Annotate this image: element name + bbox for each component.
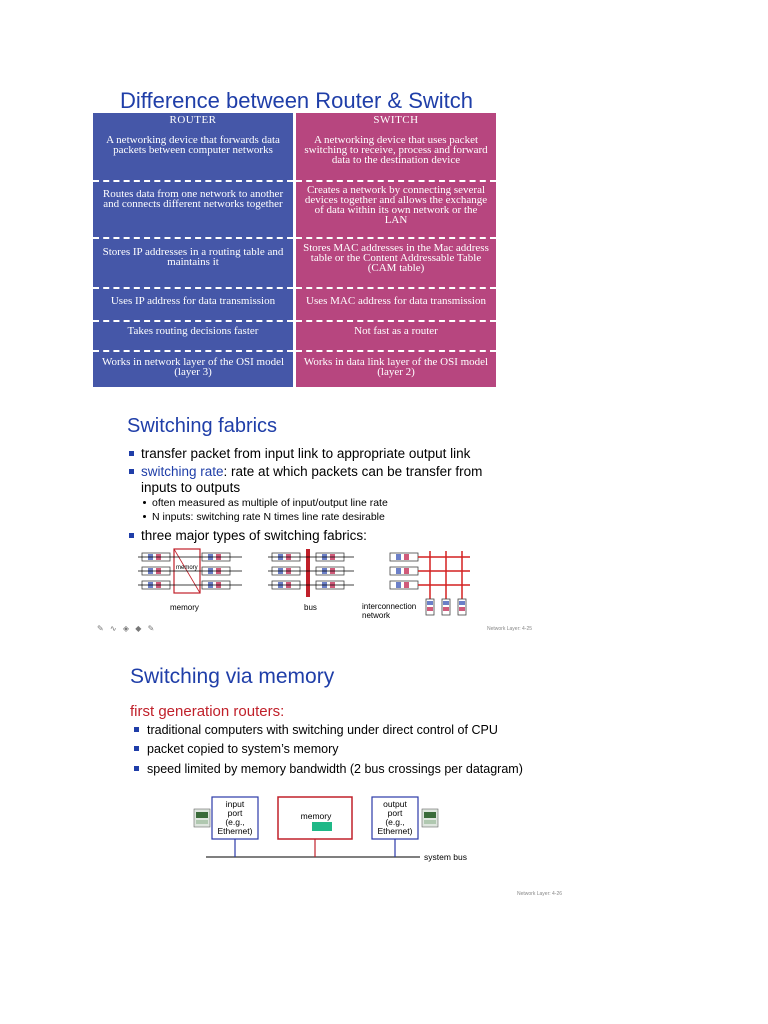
router-cell-3: Stores IP addresses in a routing table and maintains it	[102, 246, 284, 268]
bullet-square-icon	[134, 746, 139, 751]
divider	[93, 320, 293, 322]
divider	[93, 287, 293, 289]
input-port-line: Ethernet)	[217, 826, 253, 836]
bullet-square-icon	[134, 766, 139, 771]
bullet-item	[134, 762, 523, 776]
bullet-dot-icon	[143, 515, 146, 518]
sub-bullet-item	[143, 511, 385, 523]
bullet-dot-icon	[143, 501, 146, 504]
output-port-line: output	[383, 799, 407, 809]
bullet-text: speed limited by memory bandwidth (2 bus crossings per datagram)	[147, 762, 523, 776]
fabric-memory-label: memory	[170, 603, 199, 612]
sub-bullet-item	[143, 497, 388, 509]
memory-fabric-icon	[138, 549, 242, 593]
annotation-toolbar-icons[interactable]: ✎ ∿ ◈ ◆ ✎	[97, 624, 157, 633]
switch-cell-6: Works in data link layer of the OSI model (layer 2)	[303, 356, 489, 378]
input-port-line: (e.g.,	[225, 817, 245, 827]
switch-cell-5: Not fast as a router	[354, 325, 438, 337]
input-port-line: input	[225, 799, 245, 809]
bullet-square-icon	[129, 469, 134, 474]
output-port-label	[372, 800, 418, 836]
bullet-text: : rate at which packets can be transfer from	[223, 464, 483, 479]
input-port-line: port	[227, 808, 243, 818]
bullet-continuation: inputs to outputs	[141, 480, 241, 495]
router-left-icon	[194, 809, 210, 827]
switching-fabrics-diagram	[138, 545, 478, 625]
output-port-line: Ethernet)	[377, 826, 413, 836]
bullet-keyword: switching rate	[141, 464, 224, 479]
bullet-item	[134, 723, 498, 737]
fabric-bus-label: bus	[304, 603, 317, 612]
router-cell-4: Uses IP address for data transmission	[110, 295, 276, 307]
router-cell-6: Works in network layer of the OSI model (layer 3)	[101, 356, 285, 378]
divider	[93, 180, 293, 182]
bullet-square-icon	[129, 451, 134, 456]
bullet-item	[129, 446, 470, 461]
divider	[296, 180, 496, 182]
router-right-icon	[422, 809, 438, 827]
fabric-interconnect-label-1: interconnection	[362, 602, 417, 611]
bullet-item	[129, 464, 482, 479]
divider	[296, 287, 496, 289]
bullet-square-icon	[134, 727, 139, 732]
switch-cell-3: Stores MAC addresses in the Mac address table or the Content Addressable Table (CAM table)	[303, 242, 489, 274]
switch-header: SWITCH	[373, 114, 419, 126]
switching-via-memory-title: Switching via memory	[130, 665, 335, 688]
router-cell-1: A networking device that forwards data packets between computer networks	[106, 134, 280, 156]
divider	[296, 320, 496, 322]
bullet-item	[134, 742, 339, 756]
router-cell-5: Takes routing decisions faster	[127, 325, 259, 337]
bullet-item	[129, 528, 367, 543]
bullet-square-icon	[129, 533, 134, 538]
switch-cell-2: Creates a network by connecting several devices together and allows the exchange of data within its own network or the LAN	[304, 184, 488, 226]
router-switch-comparison-table	[93, 113, 496, 387]
output-port-line: port	[387, 808, 403, 818]
sub-bullet-text: often measured as multiple of input/output line rate	[152, 497, 388, 509]
input-port-label	[212, 800, 258, 836]
memory-label: memory	[300, 811, 332, 821]
divider	[296, 237, 496, 239]
fabric-interconnect-label-2: network	[362, 611, 391, 620]
first-gen-subtitle: first generation routers:	[130, 703, 285, 720]
bullet-text: three major types of switching fabrics:	[141, 528, 367, 543]
system-bus-label: system bus	[424, 852, 467, 862]
router-switch-title: Difference between Router & Switch	[120, 88, 473, 113]
divider	[296, 350, 496, 352]
router-header: ROUTER	[169, 114, 217, 126]
output-port-line: (e.g.,	[385, 817, 405, 827]
router-cell-2: Routes data from one network to another and connects different networks together	[102, 188, 284, 210]
switch-cell-1: A networking device that uses packet switching to receive, process and forward data to the destination device	[304, 134, 488, 166]
fabric-memory-inner-label: memory	[176, 565, 198, 571]
slide-footer: Network Layer: 4-25	[487, 626, 533, 632]
switch-cell-4: Uses MAC address for data transmission	[306, 295, 486, 307]
bullet-text: packet copied to system’s memory	[147, 742, 339, 756]
bullet-text: transfer packet from input link to appropriate output link	[141, 446, 471, 461]
switching-fabrics-title: Switching fabrics	[127, 415, 278, 437]
switch-column	[296, 113, 496, 387]
bus-fabric-icon	[268, 549, 354, 597]
divider	[93, 350, 293, 352]
slide-footer: Network Layer: 4-26	[517, 891, 563, 897]
divider	[93, 237, 293, 239]
sub-bullet-text: N inputs: switching rate N times line rate desirable	[152, 511, 385, 523]
bullet-text: traditional computers with switching under direct control of CPU	[147, 723, 498, 737]
router-column	[93, 113, 293, 387]
